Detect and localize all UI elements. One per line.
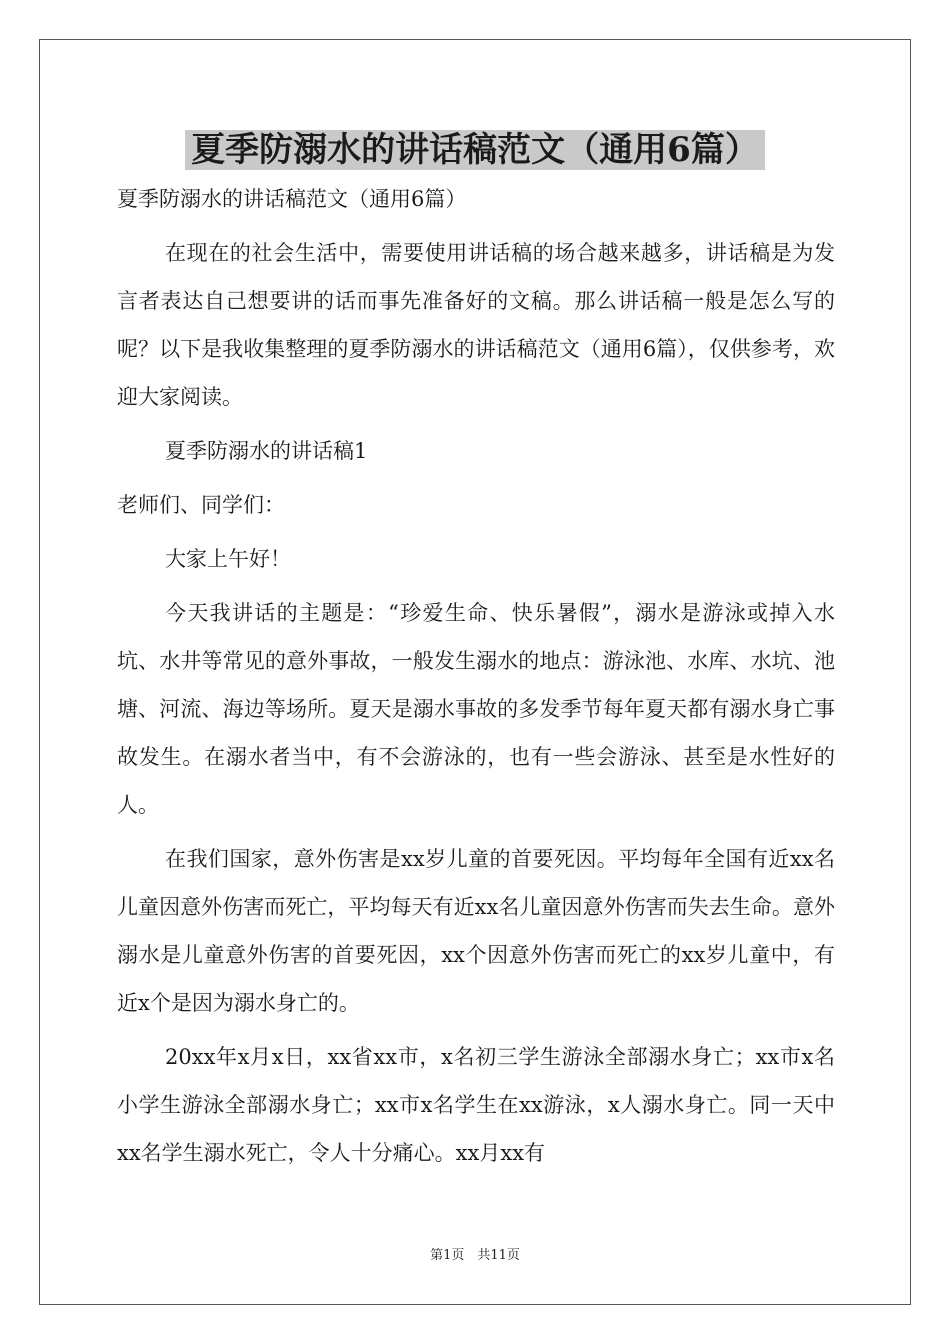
paragraph-body: 在我们国家，意外伤害是xx岁儿童的首要死因。平均每年全国有近xx名儿童因意外伤害而死亡，平均每天有近xx名儿童因意外伤害而失去生命。意外溺水是儿童意外伤害的首要死因，xx个因意外伤害而死亡的xx岁儿童中，有近x个是因为溺水身亡的。 xyxy=(117,847,835,1015)
section-heading: 夏季防溺水的讲话稿1 xyxy=(165,439,368,463)
paragraph-salutation: 大家上午好！ xyxy=(165,547,291,571)
document-title xyxy=(0,126,950,174)
page-number-footer: 第1页 共11页 xyxy=(430,1248,520,1263)
paragraph-subtitle: 夏季防溺水的讲话稿范文（通用6篇） xyxy=(117,187,467,211)
paragraph-intro: 在现在的社会生活中，需要使用讲话稿的场合越来越多，讲话稿是为发言者表达自己想要讲的话而事先准备好的文稿。那么讲话稿一般是怎么写的呢？以下是我收集整理的夏季防溺水的讲话稿范文（通用6篇），仅供参考，欢迎大家阅读。 xyxy=(117,241,835,409)
title-highlight: 夏季防溺水的讲话稿范文（通用6篇） xyxy=(185,130,765,170)
paragraph-greeting: 老师们、同学们： xyxy=(117,493,285,517)
document-body xyxy=(117,175,835,1177)
paragraph-body: 今天我讲话的主题是：“珍爱生命、快乐暑假”，溺水是游泳或掉入水坑、水井等常见的意外事故，一般发生溺水的地点：游泳池、水库、水坑、池塘、河流、海边等场所。夏天是溺水事故的多发季节每年夏天都有溺水身亡事故发生。在溺水者当中，有不会游泳的，也有一些会游泳、甚至是水性好的人。 xyxy=(117,601,835,817)
paragraph-body: 20xx年x月x日，xx省xx市，x名初三学生游泳全部溺水身亡；xx市x名小学生游泳全部溺水身亡；xx市x名学生在xx游泳，x人溺水身亡。同一天中xx名学生溺水死亡，令人十分痛心。xx月xx有 xyxy=(117,1045,835,1165)
